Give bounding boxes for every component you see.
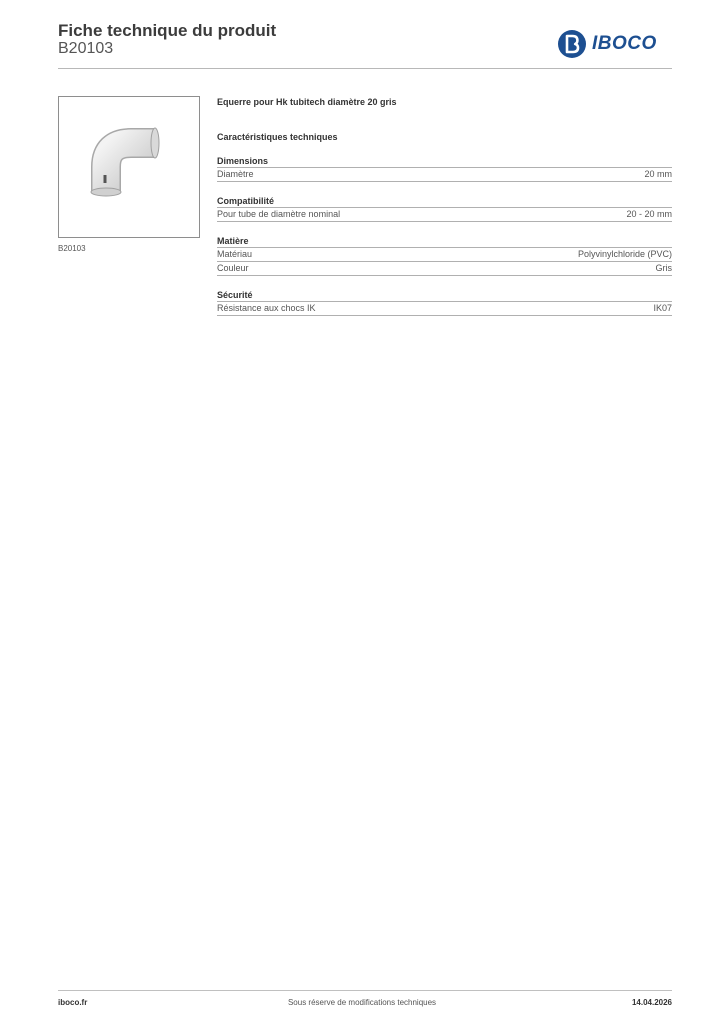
spec-row: [217, 248, 672, 262]
spec-group-title: Matière: [217, 235, 672, 248]
image-caption: B20103: [58, 244, 86, 253]
brand-logo: [557, 28, 675, 60]
product-name: Equerre pour Hk tubitech diamètre 20 gris: [217, 97, 397, 107]
header-divider: [58, 68, 672, 69]
spec-row: [217, 302, 672, 316]
spec-group-title: Dimensions: [217, 155, 672, 168]
spec-group-material: [217, 235, 672, 276]
spec-row: [217, 262, 672, 276]
section-heading: Caractéristiques techniques: [217, 132, 338, 142]
spec-value: 20 mm: [644, 169, 672, 179]
spec-label: Pour tube de diamètre nominal: [217, 209, 341, 219]
footer-disclaimer: Sous réserve de modifications techniques: [287, 998, 437, 1007]
spec-label: Résistance aux chocs IK: [217, 303, 316, 313]
spec-row: [217, 168, 672, 182]
page-title: Fiche technique du produit: [58, 21, 277, 40]
spec-value: Polyvinylchloride (PVC): [577, 249, 672, 259]
spec-value: IK07: [653, 303, 672, 313]
spec-value: 20 - 20 mm: [626, 209, 672, 219]
spec-group-title: Compatibilité: [217, 195, 672, 208]
iboco-logo-icon: [557, 29, 587, 59]
spec-group-compatibility: [217, 195, 672, 222]
spec-label: Diamètre: [217, 169, 254, 179]
spec-row: [217, 208, 672, 222]
footer-divider: [58, 990, 672, 991]
spec-group-dimensions: [217, 155, 672, 182]
product-image: [58, 96, 200, 238]
product-code: B20103: [58, 40, 114, 57]
spec-sheet: [217, 96, 672, 316]
elbow-fitting-icon: [59, 97, 199, 237]
spec-group-title: Sécurité: [217, 289, 672, 302]
spec-value: Gris: [655, 263, 672, 273]
footer-date: 14.04.2026: [631, 998, 672, 1007]
footer-website: iboco.fr: [58, 998, 88, 1007]
spec-label: Couleur: [217, 263, 249, 273]
spec-label: Matériau: [217, 249, 253, 259]
spec-group-safety: [217, 289, 672, 316]
brand-logo-text: IBOCO: [592, 33, 657, 54]
